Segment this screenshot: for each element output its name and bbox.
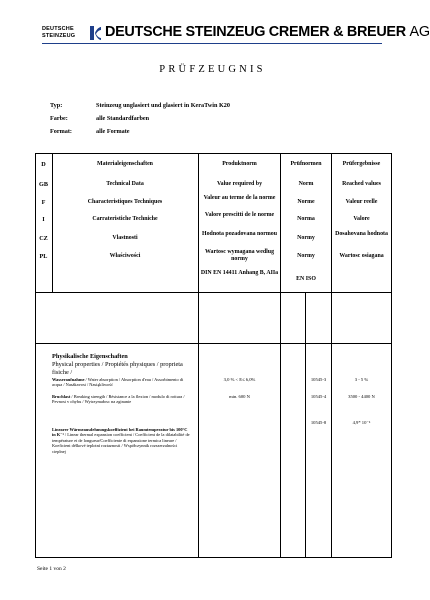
- header-material-i: Carrateristiche Techniche: [92, 216, 158, 222]
- header-testnorm-gb: Norm: [298, 181, 314, 187]
- document-title: PRÜFZEUGNIS: [159, 64, 266, 75]
- row-result: 3 - 5 %: [354, 377, 369, 382]
- info-value-type: Steinzeug unglasiert und glasiert in KeraTwin K20: [96, 102, 230, 109]
- section-title: Physikalische Eigenschaften: [52, 353, 128, 360]
- header-testnorm-d: Prüfnormen: [290, 161, 322, 167]
- table-divider-lang: [52, 153, 53, 293]
- header-material-pl: Właściwości: [109, 253, 141, 259]
- header-product-d: Produktnorm: [222, 161, 257, 167]
- lang-code-gb: GB: [39, 181, 48, 188]
- row-result: 3500 - 4400 N: [348, 394, 375, 399]
- row-name: Wasseraufnahme: [52, 377, 85, 382]
- header-norm-ref: DIN EN 14411 Anhang B, AIIa: [200, 270, 279, 276]
- header-testnorm-i: Norma: [297, 216, 315, 222]
- header-material-d: Materialeigenschaften: [97, 161, 153, 167]
- info-value-format: alle Formate: [96, 128, 130, 135]
- lang-code-pl: PL: [39, 253, 48, 260]
- row-desc: / Linear thermal expansion coefficient / Coefficient de la dilatabilité de température et de longueur/Coefficiente di espansione termica lineare / Koeficient délkové teplotní roztaznosti / Współczynnik rozszerzalności cieplnej: [52, 432, 190, 454]
- page-number: Seite 1 von 2: [37, 566, 66, 572]
- header-product-f: Valeur au terme de la norme: [203, 195, 276, 201]
- header-product-cz: Hodnota pozadovana normou: [202, 231, 277, 237]
- table-divider-3: [331, 153, 332, 558]
- company-main: DEUTSCHE STEINZEUG CREMER & BREUER: [105, 24, 406, 40]
- table-border-left: [35, 153, 36, 558]
- header-rule: [42, 43, 382, 44]
- table-header-bottom: [35, 292, 392, 293]
- row-name: Bruchlast: [52, 394, 71, 399]
- info-label-type: Typ:: [50, 102, 63, 109]
- company-logo: [42, 24, 106, 42]
- header-testnorm-cz: Normy: [297, 235, 315, 241]
- header-result-f: Valeur reelle: [345, 199, 378, 205]
- table-divider-2: [280, 153, 281, 558]
- logo-line1: DEUTSCHE: [42, 26, 74, 32]
- lang-code-d: D: [41, 161, 46, 168]
- logo-line2: STEINZEUG: [42, 33, 76, 39]
- company-suffix: AG: [409, 24, 430, 40]
- table-border-bottom: [35, 557, 392, 558]
- table-section-top: [35, 343, 392, 344]
- lang-code-i: I: [42, 216, 45, 223]
- header-testnorm-f: Norme: [297, 199, 315, 205]
- row-required: min. 600 N: [229, 394, 250, 399]
- row-norm: 10545-3: [310, 377, 327, 382]
- header-material-cz: Vlastnosti: [112, 235, 138, 241]
- table-border-right: [391, 153, 392, 558]
- header-testnorm-pl: Normy: [297, 253, 315, 259]
- row-desc: / Water absorption / Absorption d'eau / Assorbimento di acqua / Nasákavost / Nasiąkliwość: [52, 377, 184, 388]
- info-label-color: Farbe:: [50, 115, 68, 122]
- table-row-thermal-expansion: [52, 427, 192, 454]
- row-norm: 10545-8: [310, 420, 327, 425]
- row-result: 4,9* 10⁻⁶: [352, 420, 371, 425]
- row-required: 3,0 % < E≤ 6,0%: [223, 377, 256, 382]
- lang-code-f: F: [41, 199, 46, 206]
- row-norm: 10545-4: [310, 394, 327, 399]
- lang-code-cz: CZ: [39, 235, 48, 242]
- table-row-water-absorption: [52, 377, 192, 388]
- info-value-color: alle Standardfarben: [96, 115, 150, 122]
- header-result-cz: Dosahovana hodnota: [335, 231, 388, 237]
- logo-swoosh-icon: [88, 25, 102, 41]
- table-row-breaking-strength: [52, 394, 192, 405]
- header-result-i: Valore: [353, 216, 370, 222]
- row-name: Linearer Wärmeausdehnungskoeffizient bei Raumtemperatur bis 100°C in K⁻¹: [52, 427, 188, 438]
- header-material-f: Characteristiques Techniques: [87, 199, 163, 205]
- header-result-d: Prüfergebnisse: [342, 161, 381, 167]
- header-product-i: Valore prescitti de le norme: [204, 212, 275, 218]
- section-subtitle: Physical properties / Propiétés physiques / proprieta fisiche /: [52, 361, 183, 376]
- company-name: [105, 24, 430, 40]
- header-material-gb: Technical Data: [106, 181, 144, 187]
- header-product-pl: Wartosc wymagana wedlug normy: [204, 249, 275, 262]
- info-label-format: Format:: [50, 128, 72, 135]
- table-border-top: [35, 153, 392, 154]
- header-result-gb: Reached values: [342, 181, 381, 187]
- row-desc: / Breaking strength / Résistance a la flexion / modulo di rottura / Pevnost v ohybu / Wytrzymałosc na zginanie: [52, 394, 185, 405]
- header-product-gb: Value required by: [216, 181, 263, 187]
- header-iso-ref: EN ISO: [296, 276, 316, 282]
- table-divider-norm: [305, 292, 306, 558]
- header-result-pl: Wartosc osiagana: [339, 253, 384, 259]
